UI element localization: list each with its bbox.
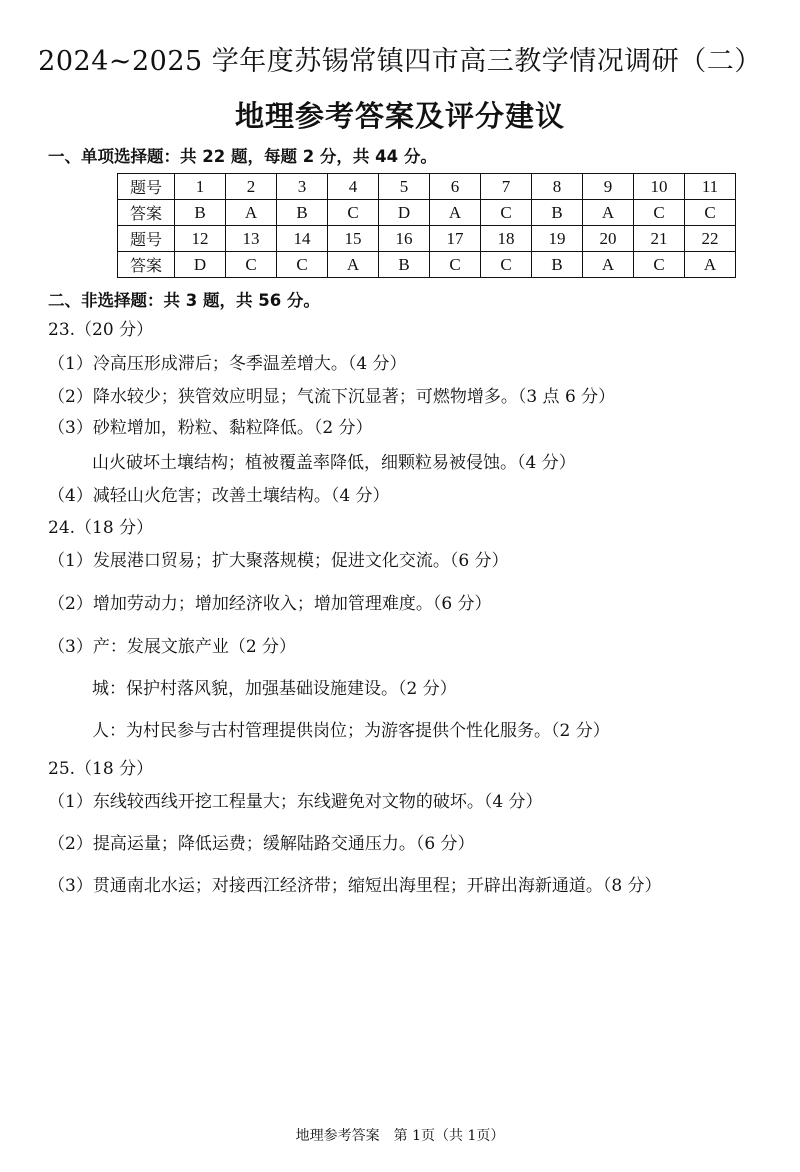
table-cell: D (175, 252, 226, 278)
table-cell: 9 (583, 174, 634, 200)
table-row (118, 200, 736, 226)
table-cell: C (481, 252, 532, 278)
table-cell: 12 (175, 226, 226, 252)
table-cell: B (277, 200, 328, 226)
table-cell: 11 (685, 174, 736, 200)
table-cell: A (226, 200, 277, 226)
table-cell: B (532, 200, 583, 226)
table-cell: 16 (379, 226, 430, 252)
table-cell: 3 (277, 174, 328, 200)
answer-line: （3）砂粒增加，粉粒、黏粒降低。（2 分） (48, 418, 373, 438)
table-cell: 13 (226, 226, 277, 252)
table-row (118, 174, 736, 200)
table-cell: B (532, 252, 583, 278)
table-cell: A (328, 252, 379, 278)
table-cell: C (481, 200, 532, 226)
table-cell: C (430, 252, 481, 278)
answer-line: （2）提高运量；降低运费；缓解陆路交通压力。（6 分） (48, 834, 475, 854)
table-cell: C (685, 200, 736, 226)
table-cell: 15 (328, 226, 379, 252)
answer-line: （1）冷高压形成滞后；冬季温差增大。（4 分） (48, 354, 407, 374)
table-cell: C (328, 200, 379, 226)
table-cell: 21 (634, 226, 685, 252)
answer-line: （2）降水较少；狭管效应明显；气流下沉显著；可燃物增多。（3 点 6 分） (48, 387, 616, 407)
table-cell: 8 (532, 174, 583, 200)
table-cell: B (175, 200, 226, 226)
row-label: 答案 (118, 200, 175, 226)
answer-line: 城：保护村落风貌，加强基础设施建设。（2 分） (92, 679, 457, 699)
table-cell: 22 (685, 226, 736, 252)
table-cell: C (226, 252, 277, 278)
table-cell: 5 (379, 174, 430, 200)
answer-line: （1）东线较西线开挖工程量大；东线避免对文物的破坏。（4 分） (48, 792, 543, 812)
row-label: 答案 (118, 252, 175, 278)
table-cell: 4 (328, 174, 379, 200)
table-cell: C (634, 252, 685, 278)
table-cell: C (277, 252, 328, 278)
table-cell: 10 (634, 174, 685, 200)
table-cell: 1 (175, 174, 226, 200)
answer-line: （3）贯通南北水运；对接西江经济带；缩短出海里程；开辟出海新通道。（8 分） (48, 876, 662, 896)
page-title: 2024~2025 学年度苏锡常镇四市高三教学情况调研（二） (38, 46, 762, 77)
table-cell: A (430, 200, 481, 226)
table-cell: 2 (226, 174, 277, 200)
row-label: 题号 (118, 174, 175, 200)
table-cell: C (634, 200, 685, 226)
answer-line: （4）减轻山火危害；改善土壤结构。（4 分） (48, 486, 390, 506)
table-row (118, 252, 736, 278)
page-footer: 地理参考答案 第 1页（共 1页） (295, 1128, 505, 1144)
answer-line: 山火破坏土壤结构；植被覆盖率降低，细颗粒易被侵蚀。（4 分） (92, 453, 576, 473)
question-25-heading: 25.（18 分） (48, 759, 154, 779)
answer-line: （1）发展港口贸易；扩大聚落规模；促进文化交流。（6 分） (48, 551, 509, 571)
table-cell: 17 (430, 226, 481, 252)
table-cell: A (685, 252, 736, 278)
table-cell: A (583, 252, 634, 278)
table-cell: A (583, 200, 634, 226)
row-label: 题号 (118, 226, 175, 252)
answer-line: （2）增加劳动力；增加经济收入；增加管理难度。（6 分） (48, 594, 492, 614)
answer-line: （3）产：发展文旅产业（2 分） (48, 637, 297, 657)
table-cell: 18 (481, 226, 532, 252)
table-cell: 7 (481, 174, 532, 200)
answer-table (117, 173, 736, 278)
question-23-heading: 23.（20 分） (48, 320, 154, 340)
table-cell: 14 (277, 226, 328, 252)
section-heading-nonchoice: 二、非选择题：共 3 题，共 56 分。 (48, 291, 320, 310)
table-row (118, 226, 736, 252)
section-heading-choice: 一、单项选择题：共 22 题，每题 2 分，共 44 分。 (48, 147, 437, 166)
page-subtitle: 地理参考答案及评分建议 (234, 99, 565, 133)
table-cell: 19 (532, 226, 583, 252)
table-cell: B (379, 252, 430, 278)
answer-line: 人：为村民参与古村管理提供岗位；为游客提供个性化服务。（2 分） (92, 721, 610, 741)
question-24-heading: 24.（18 分） (48, 518, 154, 538)
table-cell: D (379, 200, 430, 226)
table-cell: 20 (583, 226, 634, 252)
table-cell: 6 (430, 174, 481, 200)
